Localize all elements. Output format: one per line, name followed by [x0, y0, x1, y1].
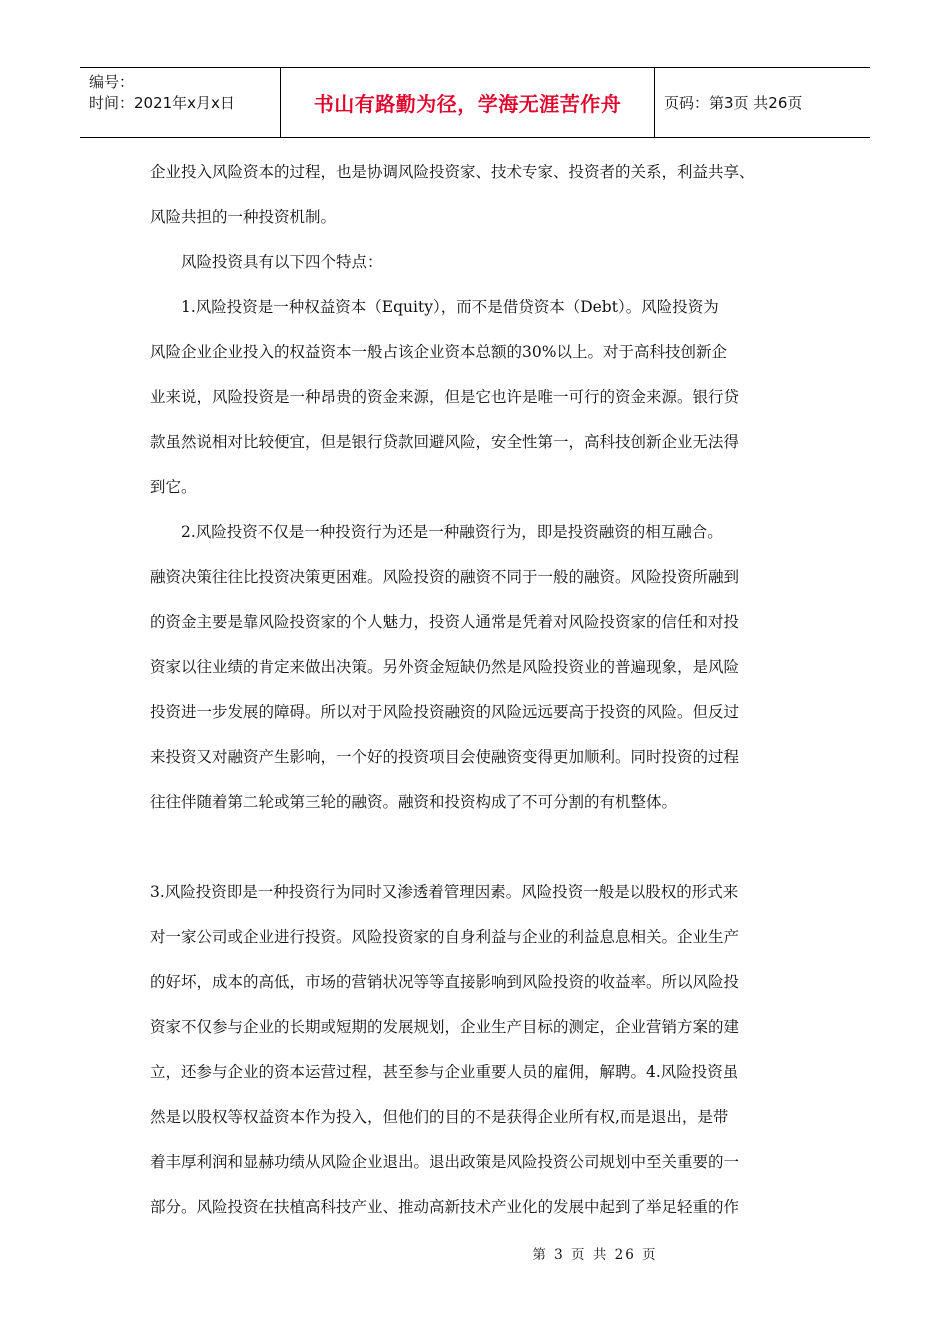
body-line: 资家不仅参与企业的长期或短期的发展规划，企业生产目标的测定，企业营销方案的建: [150, 1018, 740, 1036]
body-line: 3.风险投资即是一种投资行为同时又渗透着管理因素。风险投资一般是以股权的形式来: [150, 883, 739, 901]
body-line: 风险企业企业投入的权益资本一般占该企业资本总额的30%以上。对于高科技创新企: [150, 343, 727, 361]
body-line: 业来说，风险投资是一种昂贵的资金来源，但是它也许是唯一可行的资金来源。银行贷: [150, 388, 740, 406]
body-line: 1.风险投资是一种权益资本（Equity），而不是借贷资本（Debt）。风险投资为: [150, 298, 719, 316]
body-line: 风险共担的一种投资机制。: [150, 208, 337, 226]
footer-page-number: 第 3 页 共 26 页: [532, 1247, 658, 1263]
header-meta: [80, 68, 281, 137]
body-line: 来投资又对融资产生影响，一个好的投资项目会使融资变得更加顺利。同时投资的过程: [150, 748, 740, 766]
page-info-text: 页码：第3页 共26页: [664, 94, 803, 112]
body-line: 款虽然说相对比较便宜，但是银行贷款回避风险，安全性第一，高科技创新企业无法得: [150, 433, 740, 451]
body-line: 的好坏，成本的高低，市场的营销状况等等直接影响到风险投资的收益率。所以风险投: [150, 973, 740, 991]
header-page-info: [655, 68, 870, 137]
body-line: 2.风险投资不仅是一种投资行为还是一种融资行为，即是投资融资的相互融合。: [150, 523, 723, 541]
body-line: 着丰厚利润和显赫功绩从风险企业退出。退出政策是风险投资公司规划中至关重要的一: [150, 1153, 740, 1171]
body-line: 投资进一步发展的障碍。所以对于风险投资融资的风险远远要高于投资的风险。但反过: [150, 703, 740, 721]
body-line: 企业投入风险资本的过程，也是协调风险投资家、技术专家、投资者的关系，利益共享、: [150, 163, 755, 181]
body-line: 部分。风险投资在扶植高科技产业、推动高新技术产业化的发展中起到了举足轻重的作: [150, 1198, 740, 1216]
motto-text: 书山有路勤为径，学海无涯苦作舟: [313, 92, 622, 116]
header-motto-cell: [281, 68, 655, 137]
paragraph-gap: [150, 825, 795, 870]
body-line: 往往伴随着第二轮或第三轮的融资。融资和投资构成了不可分割的有机整体。: [150, 793, 678, 811]
body-line: 然是以股权等权益资本作为投入，但他们的目的不是获得企业所有权,而是退出，是带: [150, 1108, 729, 1126]
date-label: 时间：2021年x月x日: [89, 94, 235, 112]
body-line: 对一家公司或企业进行投资。风险投资家的自身利益与企业的利益息息相关。企业生产: [150, 928, 740, 946]
body-line: 的资金主要是靠风险投资家的个人魅力，投资人通常是凭着对风险投资家的信任和对投: [150, 613, 740, 631]
document-body: [150, 150, 795, 1230]
number-label: 编号：: [89, 73, 135, 91]
body-line: 到它。: [150, 478, 197, 496]
body-line: 立，还参与企业的资本运营过程，甚至参与企业重要人员的雇佣，解聘。4.风险投资虽: [150, 1063, 739, 1081]
page-header: [80, 67, 870, 138]
body-line: 风险投资具有以下四个特点：: [150, 253, 383, 271]
body-line: 融资决策往往比投资决策更困难。风险投资的融资不同于一般的融资。风险投资所融到: [150, 568, 740, 586]
body-line: 资家以往业绩的肯定来做出决策。另外资金短缺仍然是风险投资业的普遍现象，是风险: [150, 658, 740, 676]
page-footer: [0, 1243, 950, 1263]
